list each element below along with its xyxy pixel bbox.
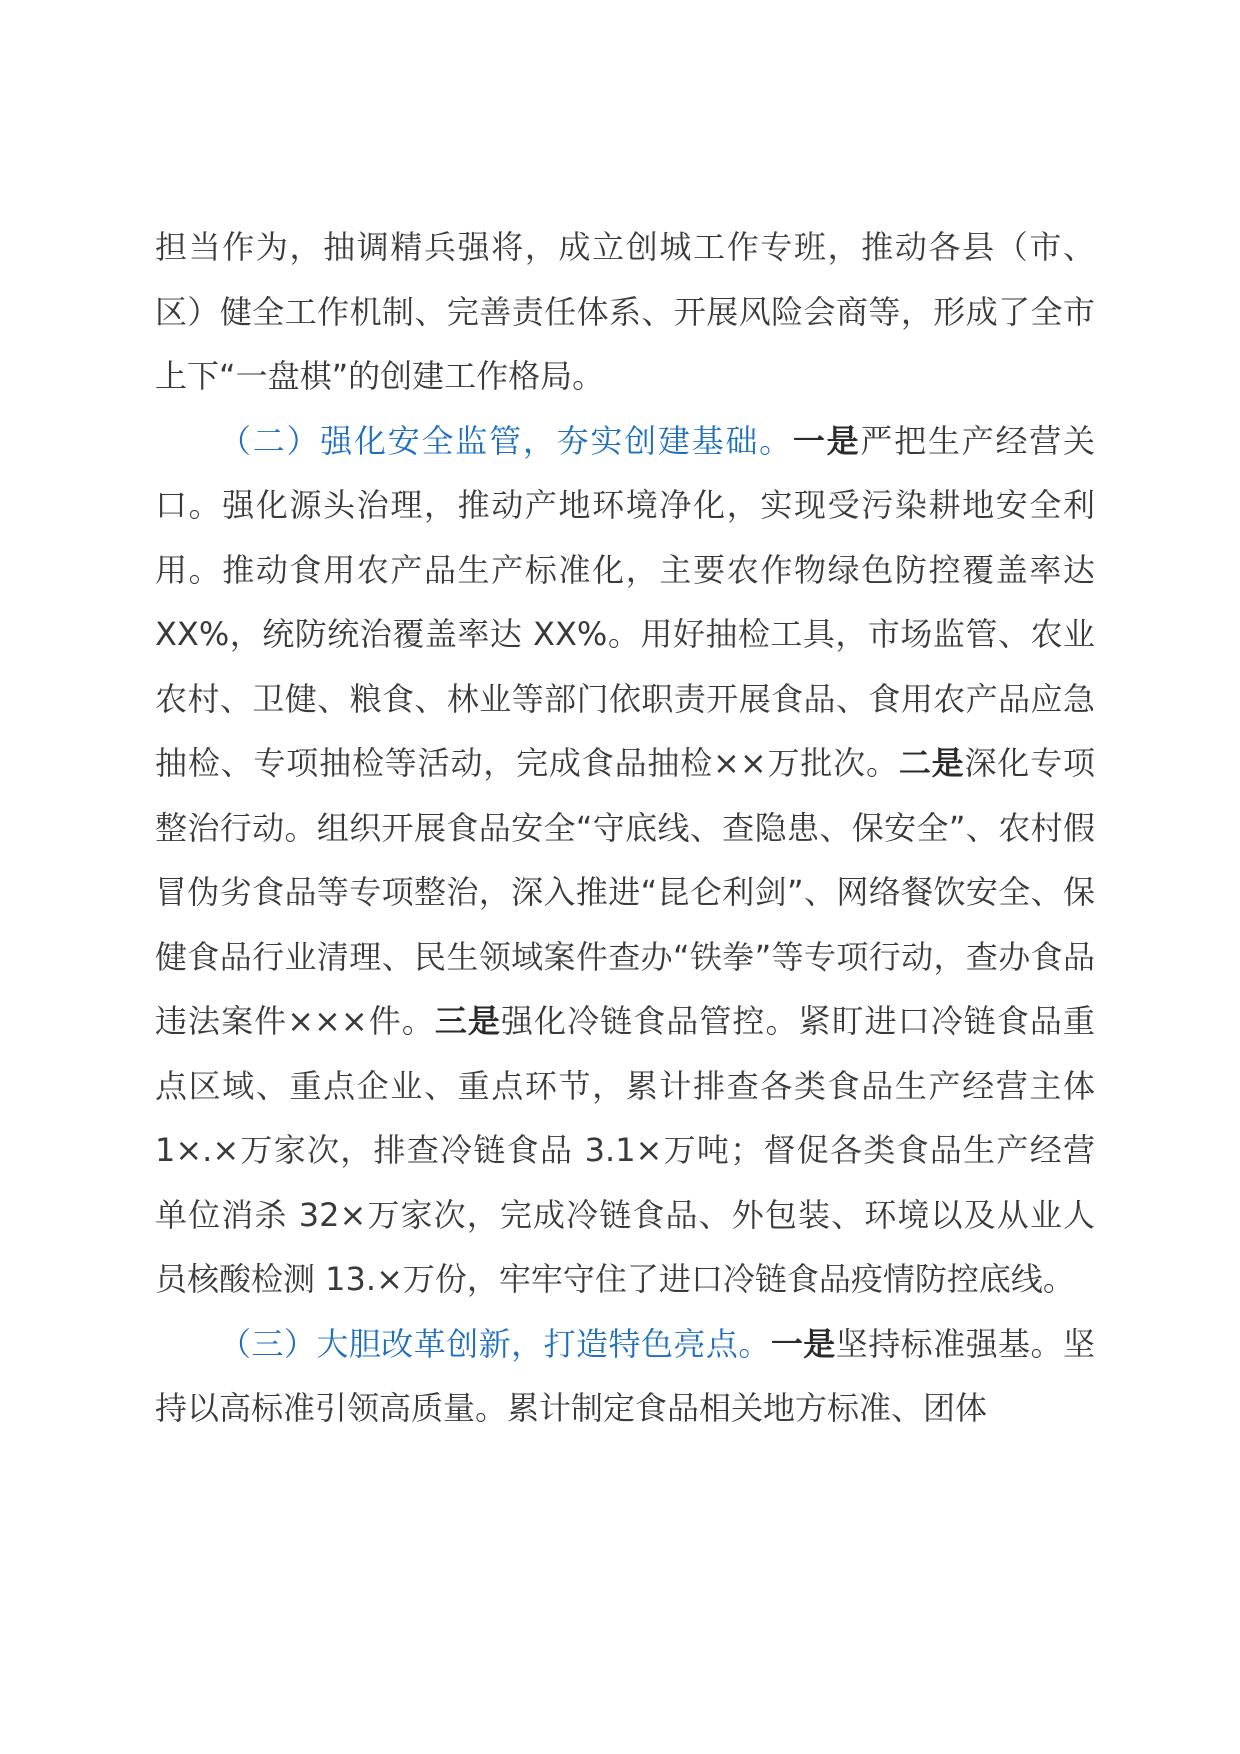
item-marker: 三是: [434, 1002, 501, 1040]
item-text: 严把生产经营关口。强化源头治理，推动产地环境净化，实现受污染耕地安全利用。推动食用农产品生产标准化，主要农作物绿色防控覆盖率达 XX%，统防统治覆盖率达 XX%。用好抽检工具，市场监管、农业农村、卫健、粮食、林业等部门依职责开展食品、食用农产品应急抽检、专项抽检等活动，完成食品抽检××万批次。: [155, 421, 1095, 782]
item-marker: 二是: [898, 744, 965, 782]
section-heading: （二）强化安全监管，夯实创建基础。: [219, 421, 793, 460]
section-2-paragraph: [155, 409, 1095, 1312]
item-text: 坚持标准强基。坚持以高标准引领高质量。累计制定食品相关地方标准、团体: [155, 1324, 1095, 1427]
item-marker: 一是: [770, 1324, 836, 1363]
section-heading: （三）大胆改革创新，打造特色亮点。: [219, 1324, 771, 1363]
paragraph-text: 担当作为，抽调精兵强将，成立创城工作专班，推动各县（市、区）健全工作机制、完善责任体系、开展风险会商等，形成了全市上下“一盘棋”的创建工作格局。: [155, 228, 1095, 395]
item-marker: 一是: [792, 421, 861, 460]
paragraph-continuation: [155, 215, 1095, 409]
item-text: 深化专项整治行动。组织开展食品安全“守底线、查隐患、保安全”、农村假冒伪劣食品等专项整治，深入推进“昆仑利剑”、网络餐饮安全、保健食品行业清理、民生领域案件查办“铁拳”等专项行动，查办食品违法案件×××件。: [155, 744, 1095, 1040]
document-page: [155, 215, 1095, 1441]
section-3-paragraph: [155, 1312, 1095, 1441]
item-text: 强化冷链食品管控。紧盯进口冷链食品重点区域、重点企业、重点环节，累计排查各类食品生产经营主体 1×.×万家次，排查冷链食品 3.1×万吨；督促各类食品生产经营单位消杀 32×万家次，完成冷链食品、外包装、环境以及从业人员核酸检测 13.×万份，牢牢守住了进口冷链食品疫情防控底线。: [155, 1002, 1095, 1298]
